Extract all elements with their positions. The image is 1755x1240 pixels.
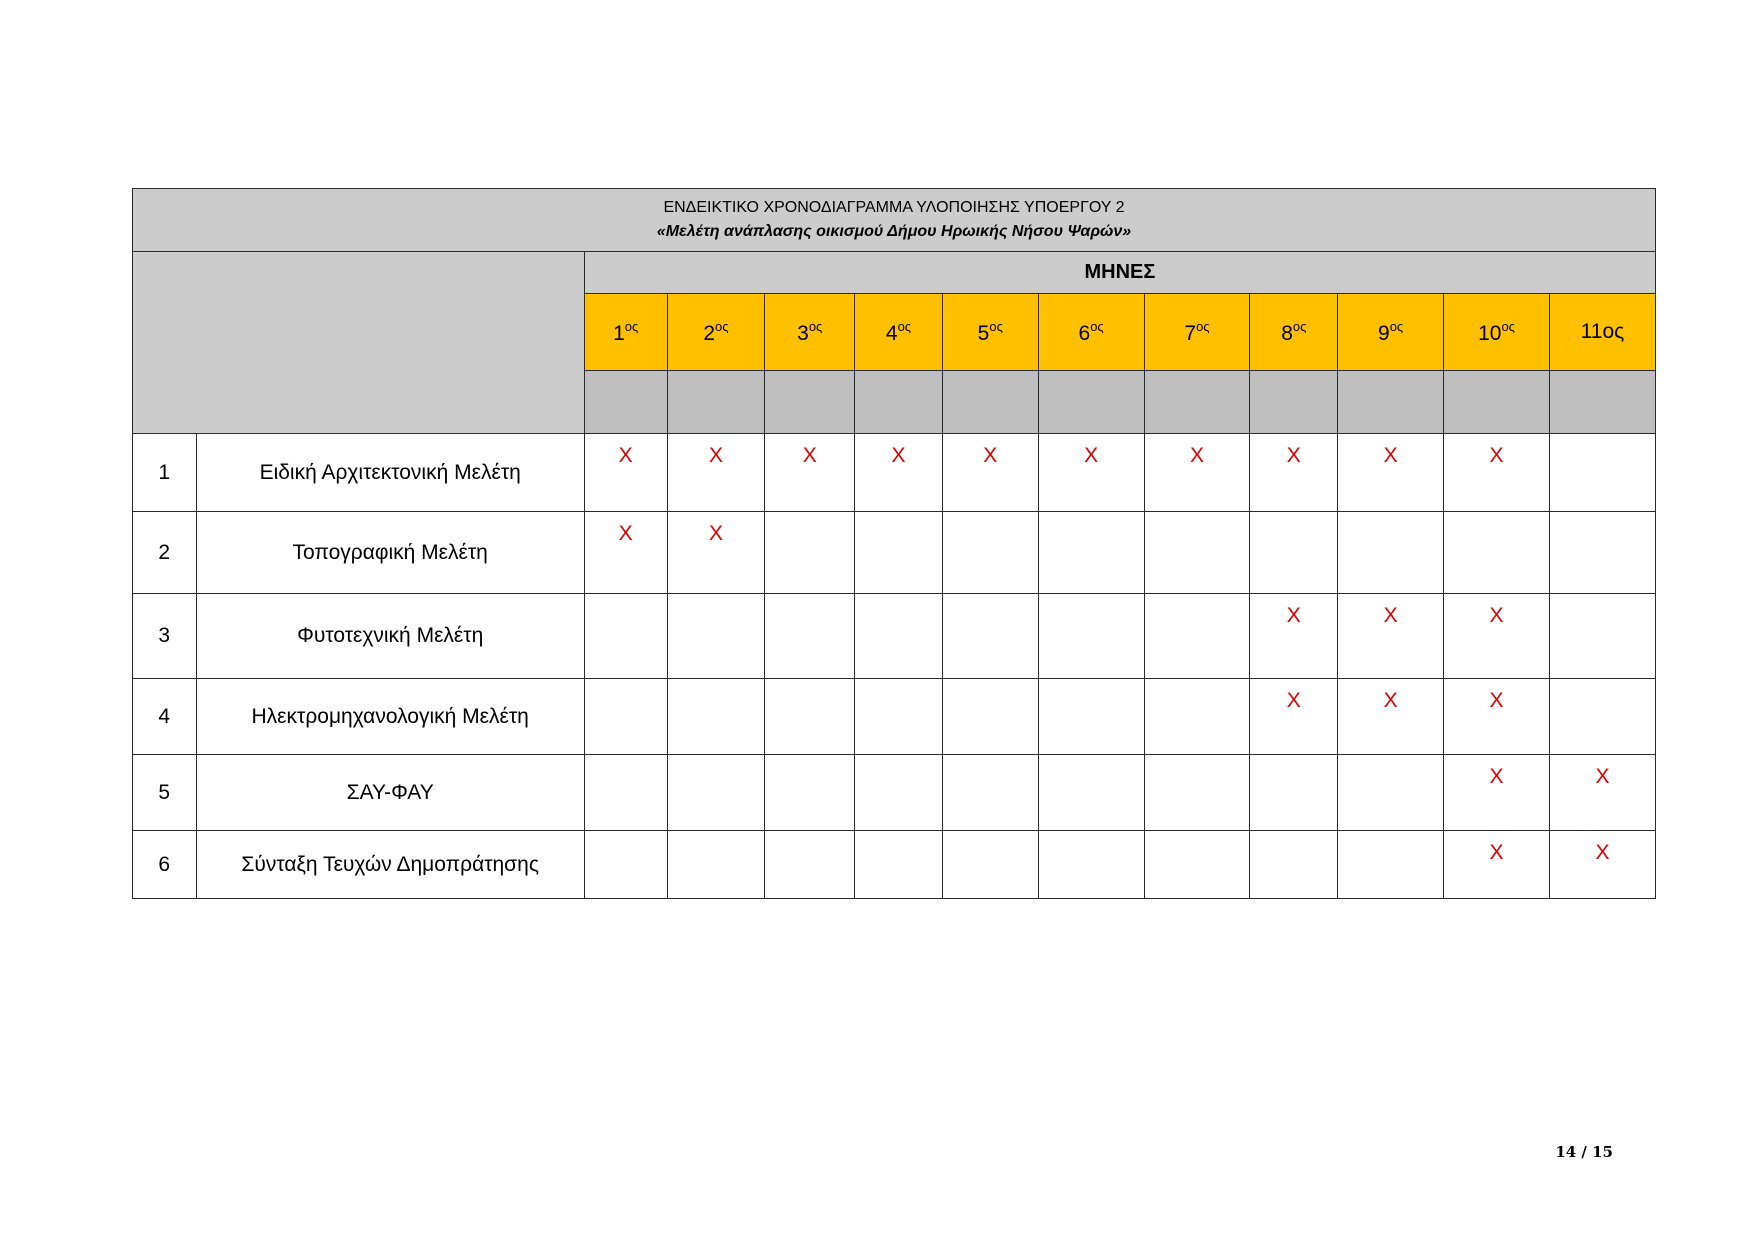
schedule-mark — [765, 594, 855, 679]
month-cell — [1338, 294, 1444, 371]
schedule-mark: X — [1444, 679, 1550, 755]
schedule-mark: X — [584, 434, 667, 512]
schedule-mark — [1444, 512, 1550, 594]
schedule-mark — [1338, 831, 1444, 899]
schedule-mark — [1549, 512, 1655, 594]
month-suffix: ος — [1389, 318, 1404, 334]
month-suffix: ος — [897, 318, 912, 334]
schedule-mark — [667, 679, 765, 755]
schedule-mark — [765, 679, 855, 755]
month-suffix: ος — [1292, 318, 1307, 334]
schedule-mark — [1144, 831, 1250, 899]
task-index: 6 — [133, 831, 197, 899]
task-name: Τοπογραφική Μελέτη — [196, 512, 584, 594]
month-suffix: ος — [715, 318, 729, 334]
month-cell — [1038, 294, 1144, 371]
task-rows — [133, 434, 1656, 899]
schedule-mark — [1338, 512, 1444, 594]
schedule-mark — [1549, 434, 1655, 512]
header-corner-cell — [133, 252, 585, 434]
schedule-mark: X — [1338, 434, 1444, 512]
schedule-mark — [1338, 755, 1444, 831]
schedule-mark — [1144, 512, 1250, 594]
table-row — [133, 434, 1656, 512]
schedule-mark — [667, 594, 765, 679]
schedule-mark: X — [855, 434, 943, 512]
table-row — [133, 512, 1656, 594]
month-spacer-cell — [942, 371, 1038, 434]
month-suffix: ος — [1090, 318, 1104, 334]
month-number: 8 — [1281, 321, 1293, 345]
schedule-mark: X — [667, 512, 765, 594]
task-index: 2 — [133, 512, 197, 594]
schedule-mark — [1250, 755, 1338, 831]
month-cell — [855, 294, 943, 371]
month-number: 6 — [1078, 321, 1091, 345]
schedule-mark: X — [1549, 831, 1655, 899]
month-spacer-cell — [1549, 371, 1655, 434]
schedule-mark — [1038, 594, 1144, 679]
month-cell — [1250, 294, 1338, 371]
task-index: 3 — [133, 594, 197, 679]
month-cell — [1549, 294, 1655, 371]
month-number: 7 — [1184, 321, 1197, 345]
month-spacer-cell — [1038, 371, 1144, 434]
task-name: Φυτοτεχνική Μελέτη — [196, 594, 584, 679]
table-row — [133, 679, 1656, 755]
month-spacer-cell — [1444, 371, 1550, 434]
schedule-mark: X — [942, 434, 1038, 512]
schedule-mark — [1250, 831, 1338, 899]
month-suffix: ος — [989, 318, 1003, 334]
schedule-mark — [855, 512, 943, 594]
table-title-line2: «Μελέτη ανάπλασης οικισμού Δήμου Ηρωικής Νήσου Ψαρών» — [656, 223, 1132, 240]
month-spacer-cell — [765, 371, 855, 434]
month-number: 11ος — [1580, 320, 1625, 343]
month-spacer-cell — [667, 371, 765, 434]
task-index: 4 — [133, 679, 197, 755]
month-spacer-cell — [584, 371, 667, 434]
schedule-mark — [584, 679, 667, 755]
schedule-mark: X — [584, 512, 667, 594]
schedule-mark — [855, 679, 943, 755]
schedule-mark — [765, 831, 855, 899]
month-cell — [1144, 294, 1250, 371]
schedule-mark: X — [1444, 594, 1550, 679]
schedule-mark — [584, 594, 667, 679]
schedule-mark: X — [765, 434, 855, 512]
schedule-mark — [1038, 512, 1144, 594]
page-number: 14 / 15 — [1555, 1143, 1613, 1161]
month-cell — [765, 294, 855, 371]
month-cell — [1444, 294, 1550, 371]
schedule-mark — [1549, 679, 1655, 755]
schedule-mark: X — [1444, 755, 1550, 831]
schedule-mark — [584, 831, 667, 899]
month-cell — [942, 294, 1038, 371]
schedule-mark — [1038, 831, 1144, 899]
schedule-mark: X — [1038, 434, 1144, 512]
task-index: 5 — [133, 755, 197, 831]
schedule-mark — [667, 831, 765, 899]
schedule-mark — [942, 512, 1038, 594]
month-suffix: ος — [624, 318, 639, 334]
month-number: 5 — [977, 321, 990, 345]
table-title — [133, 189, 1656, 252]
schedule-mark — [765, 512, 855, 594]
schedule-mark — [942, 679, 1038, 755]
schedule-mark: X — [1144, 434, 1250, 512]
month-suffix: ος — [1196, 318, 1210, 334]
month-spacer-cell — [1338, 371, 1444, 434]
task-index: 1 — [133, 434, 197, 512]
schedule-mark: X — [1549, 755, 1655, 831]
schedule-mark — [855, 755, 943, 831]
schedule-mark: X — [1444, 434, 1550, 512]
schedule-mark — [1144, 594, 1250, 679]
task-name: Ειδική Αρχιτεκτονική Μελέτη — [196, 434, 584, 512]
schedule-mark — [942, 831, 1038, 899]
month-number: 10 — [1478, 321, 1502, 345]
month-cell — [667, 294, 765, 371]
schedule-mark: X — [1338, 594, 1444, 679]
schedule-mark — [1038, 755, 1144, 831]
month-suffix: ος — [808, 318, 823, 334]
schedule-mark — [1144, 755, 1250, 831]
schedule-mark — [1144, 679, 1250, 755]
schedule-mark: X — [1250, 434, 1338, 512]
table-row — [133, 755, 1656, 831]
schedule-mark: X — [1444, 831, 1550, 899]
schedule-mark: X — [667, 434, 765, 512]
month-number: 9 — [1378, 321, 1390, 345]
month-number: 1 — [613, 321, 625, 345]
schedule-mark — [942, 594, 1038, 679]
month-cell — [584, 294, 667, 371]
month-spacer-cell — [855, 371, 943, 434]
month-spacer-cell — [1250, 371, 1338, 434]
schedule-mark: X — [1250, 594, 1338, 679]
schedule-mark — [765, 755, 855, 831]
month-number: 2 — [703, 321, 716, 345]
month-suffix: ος — [1501, 318, 1515, 334]
months-header: ΜΗΝΕΣ — [584, 252, 1655, 294]
schedule-mark — [584, 755, 667, 831]
task-name: Ηλεκτρομηχανολογική Μελέτη — [196, 679, 584, 755]
schedule-table — [132, 188, 1656, 899]
table-row — [133, 594, 1656, 679]
table-title-line1: ΕΝΔΕΙΚΤΙΚΟ ΧΡΟΝΟΔΙΑΓΡΑΜΜΑ ΥΛΟΠΟΙΗΣΗΣ ΥΠΟΕΡΓΟΥ 2 — [663, 199, 1125, 216]
schedule-mark — [942, 755, 1038, 831]
schedule-mark — [667, 755, 765, 831]
schedule-mark — [855, 831, 943, 899]
schedule-mark — [855, 594, 943, 679]
schedule-mark — [1549, 594, 1655, 679]
schedule-mark: X — [1338, 679, 1444, 755]
schedule-mark — [1250, 512, 1338, 594]
month-number: 3 — [797, 321, 809, 345]
table-row — [133, 831, 1656, 899]
task-name: Σύνταξη Τευχών Δημοπράτησης — [196, 831, 584, 899]
month-number: 4 — [885, 321, 898, 345]
task-name: ΣΑΥ-ΦΑΥ — [196, 755, 584, 831]
month-spacer-cell — [1144, 371, 1250, 434]
schedule-mark: X — [1250, 679, 1338, 755]
schedule-mark — [1038, 679, 1144, 755]
